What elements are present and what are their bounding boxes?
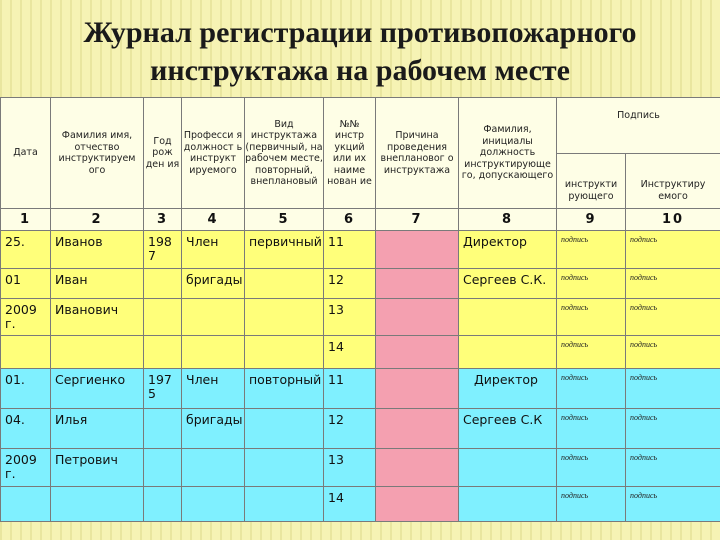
table-row <box>1 336 720 369</box>
cell-sig-trainee: подпись <box>626 231 720 269</box>
cell-instructor <box>459 487 557 522</box>
cell-year: 197 5 <box>144 369 182 409</box>
table-row <box>1 449 720 487</box>
cell-name: Сергиенко <box>51 369 144 409</box>
cell-sig-instructor: подпись <box>557 336 626 369</box>
cell-sig-trainee: подпись <box>626 336 720 369</box>
cell-sig-trainee: подпись <box>626 369 720 409</box>
cell-instruction-no: 13 <box>324 299 376 336</box>
cell-type <box>245 336 324 369</box>
cell-profession: бригады <box>182 409 245 449</box>
col-number: 4 <box>182 209 245 231</box>
header-sig-instructor: инструкти рующего <box>557 154 626 209</box>
cell-type <box>245 487 324 522</box>
cell-reason <box>376 336 459 369</box>
cell-type <box>245 409 324 449</box>
cell-profession <box>182 299 245 336</box>
cell-profession: Член <box>182 231 245 269</box>
cell-date: 25. <box>1 231 51 269</box>
cell-name <box>51 336 144 369</box>
table-row <box>1 231 720 269</box>
header-sig-trainee: Инструктиру емого <box>626 154 720 209</box>
col-number: 9 <box>557 209 626 231</box>
journal-table <box>0 97 720 522</box>
cell-sig-trainee: подпись <box>626 269 720 299</box>
cell-profession <box>182 487 245 522</box>
cell-name: Иван <box>51 269 144 299</box>
cell-year: 198 7 <box>144 231 182 269</box>
cell-reason <box>376 269 459 299</box>
cell-instructor: Сергеев С.К <box>459 409 557 449</box>
cell-date: 04. <box>1 409 51 449</box>
cell-sig-instructor: подпись <box>557 487 626 522</box>
col-number: 7 <box>376 209 459 231</box>
cell-type: первичный <box>245 231 324 269</box>
header-signature: Подпись <box>557 98 720 154</box>
col-number: 6 <box>324 209 376 231</box>
cell-profession: бригады <box>182 269 245 299</box>
header-type: Вид инструктажа (первичный, на рабочем месте, повторный, внеплановый <box>245 98 324 209</box>
cell-instructor <box>459 449 557 487</box>
cell-reason <box>376 231 459 269</box>
cell-type <box>245 449 324 487</box>
cell-reason <box>376 487 459 522</box>
cell-instruction-no: 11 <box>324 231 376 269</box>
cell-instruction-no: 11 <box>324 369 376 409</box>
page-title <box>0 14 720 90</box>
header-date: Дата <box>1 98 51 209</box>
col-number: 10 <box>626 209 720 231</box>
cell-profession: Член <box>182 369 245 409</box>
cell-date: 01 <box>1 269 51 299</box>
table-row <box>1 369 720 409</box>
header-instruction-no: №№ инстр укций или их наиме нован ие <box>324 98 376 209</box>
header-reason: Причина проведения внеплановог о инструктажа <box>376 98 459 209</box>
cell-instructor: Сергеев С.К. <box>459 269 557 299</box>
cell-instruction-no: 12 <box>324 409 376 449</box>
cell-reason <box>376 449 459 487</box>
cell-profession <box>182 336 245 369</box>
cell-sig-instructor: подпись <box>557 299 626 336</box>
cell-name: Иванович <box>51 299 144 336</box>
cell-name: Иванов <box>51 231 144 269</box>
cell-type <box>245 269 324 299</box>
column-numbers-row <box>1 209 720 231</box>
header-instructor: Фамилия, инициалы должность инструктирующе го, допускающего <box>459 98 557 209</box>
cell-sig-trainee: подпись <box>626 487 720 522</box>
col-number: 3 <box>144 209 182 231</box>
cell-sig-trainee: подпись <box>626 449 720 487</box>
cell-date: 2009 г. <box>1 299 51 336</box>
cell-year <box>144 487 182 522</box>
cell-name: Петрович <box>51 449 144 487</box>
cell-year <box>144 269 182 299</box>
title-line-2: инструктажа на рабочем месте <box>150 54 570 87</box>
header-row <box>1 98 720 154</box>
cell-sig-instructor: подпись <box>557 369 626 409</box>
col-number: 8 <box>459 209 557 231</box>
cell-name: Илья <box>51 409 144 449</box>
table-row <box>1 269 720 299</box>
table-row <box>1 299 720 336</box>
cell-instruction-no: 13 <box>324 449 376 487</box>
cell-name <box>51 487 144 522</box>
cell-instruction-no: 14 <box>324 336 376 369</box>
cell-type: повторный <box>245 369 324 409</box>
cell-year <box>144 336 182 369</box>
cell-sig-instructor: подпись <box>557 269 626 299</box>
cell-reason <box>376 299 459 336</box>
cell-instructor: Директор <box>459 369 557 409</box>
cell-reason <box>376 369 459 409</box>
cell-date: 01. <box>1 369 51 409</box>
cell-instructor: Директор <box>459 231 557 269</box>
col-number: 5 <box>245 209 324 231</box>
cell-sig-instructor: подпись <box>557 449 626 487</box>
title-line-1: Журнал регистрации противопожарного <box>83 16 637 49</box>
cell-reason <box>376 409 459 449</box>
table-row <box>1 409 720 449</box>
cell-sig-instructor: подпись <box>557 409 626 449</box>
cell-instruction-no: 12 <box>324 269 376 299</box>
col-number: 1 <box>1 209 51 231</box>
cell-date <box>1 487 51 522</box>
cell-year <box>144 449 182 487</box>
cell-sig-trainee: подпись <box>626 299 720 336</box>
cell-profession <box>182 449 245 487</box>
header-profession: Професси я должност ь инструкт ируемого <box>182 98 245 209</box>
cell-sig-instructor: подпись <box>557 231 626 269</box>
header-year: Год рож ден ия <box>144 98 182 209</box>
cell-sig-trainee: подпись <box>626 409 720 449</box>
col-number: 2 <box>51 209 144 231</box>
cell-date: 2009 г. <box>1 449 51 487</box>
cell-year <box>144 299 182 336</box>
cell-date <box>1 336 51 369</box>
cell-instructor <box>459 299 557 336</box>
header-fio: Фамилия имя, отчество инструктируем ого <box>51 98 144 209</box>
cell-year <box>144 409 182 449</box>
table-row <box>1 487 720 522</box>
cell-instruction-no: 14 <box>324 487 376 522</box>
cell-type <box>245 299 324 336</box>
cell-instructor <box>459 336 557 369</box>
